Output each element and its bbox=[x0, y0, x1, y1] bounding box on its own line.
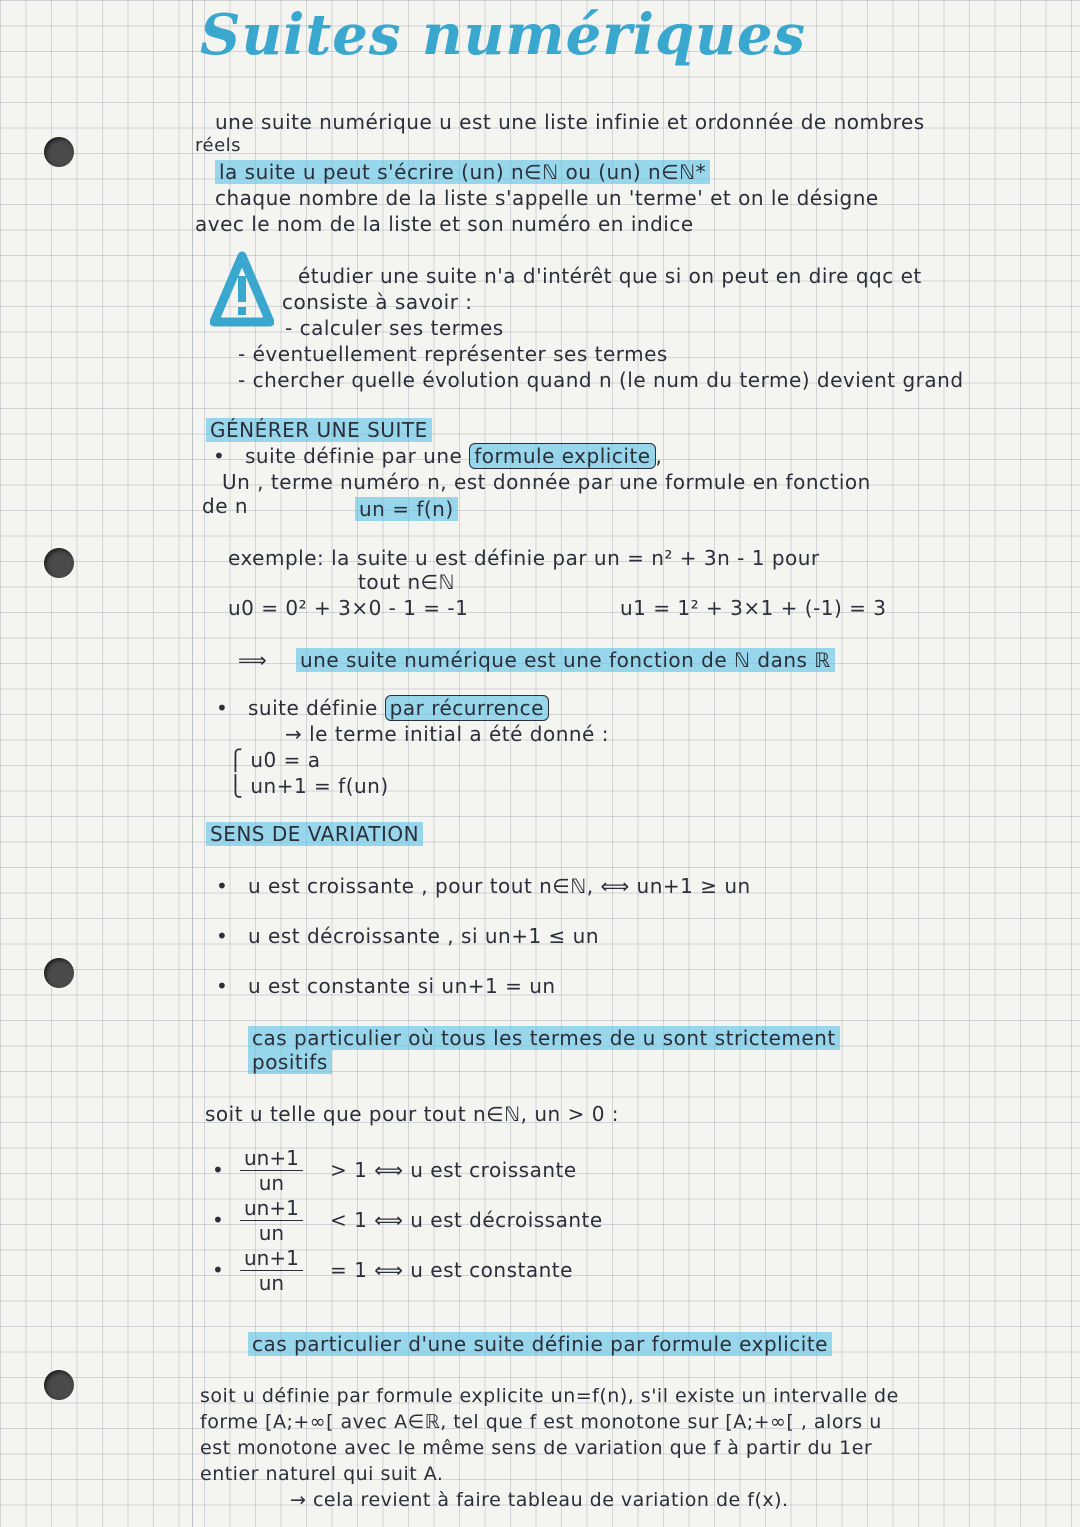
warning-icon bbox=[210, 250, 274, 330]
binder-hole bbox=[44, 137, 74, 167]
intro-line: réels bbox=[195, 135, 242, 156]
intro-line: avec le nom de la liste et son numéro en indice bbox=[195, 212, 694, 236]
bullet-dot: • bbox=[212, 1158, 225, 1182]
explicit-line: Un , terme numéro n, est donnée par une formule en fonction bbox=[222, 470, 871, 494]
special-case-heading: positifs bbox=[248, 1050, 332, 1074]
ratio-rule: < 1 ⟺ u est décroissante bbox=[330, 1208, 603, 1232]
intro-line: une suite numérique u est une liste infinie et ordonnée de nombres bbox=[215, 110, 925, 134]
intro-line: chaque nombre de la liste s'appelle un 'terme' et on le désigne bbox=[215, 186, 879, 210]
variation-croissante: • u est croissante , pour tout n∈ℕ, ⟺ un+1 ≥ un bbox=[248, 874, 751, 898]
binder-hole bbox=[44, 548, 74, 578]
explicit-monotone: → cela revient à faire tableau de variation de f(x). bbox=[290, 1489, 789, 1511]
special-case-heading: cas particulier où tous les termes de u sont strictement bbox=[248, 1026, 840, 1050]
section-heading: GÉNÉRER UNE SUITE bbox=[206, 418, 432, 442]
bullet-dot: • bbox=[212, 1208, 225, 1232]
recurrence-system: ⎩ un+1 = f(un) bbox=[228, 774, 389, 798]
explicit-line: de n bbox=[202, 494, 249, 518]
margin-line bbox=[192, 0, 193, 1527]
explicit-monotone: entier naturel qui suit A. bbox=[200, 1463, 444, 1485]
example-line: exemple: la suite u est définie par un = n² + 3n - 1 pour bbox=[228, 546, 820, 570]
warning-text: étudier une suite n'a d'intérêt que si on peut en dire qqc et bbox=[298, 264, 922, 288]
example-line: tout n∈ℕ bbox=[358, 570, 456, 594]
example-u1: u1 = 1² + 3×1 + (-1) = 3 bbox=[620, 596, 887, 620]
example-u0: u0 = 0² + 3×0 - 1 = -1 bbox=[228, 596, 469, 620]
ratio-rule: > 1 ⟺ u est croissante bbox=[330, 1158, 577, 1182]
ratio-rule: = 1 ⟺ u est constante bbox=[330, 1258, 573, 1282]
bullet-dot: • bbox=[212, 1258, 225, 1282]
explicit-monotone: est monotone avec le même sens de variation que f à partir du 1er bbox=[200, 1437, 873, 1459]
ratio-fraction: $\frac{un+1}{un}$ bbox=[240, 1246, 303, 1295]
bullet-recurrence: • suite définie par récurrence bbox=[248, 696, 549, 720]
key-statement: une suite numérique est une fonction de ℕ dans ℝ bbox=[296, 648, 835, 672]
special-case-heading: cas particulier d'une suite définie par formule explicite bbox=[248, 1332, 832, 1356]
warning-text: - éventuellement représenter ses termes bbox=[238, 342, 668, 366]
warning-text: consiste à savoir : bbox=[282, 290, 473, 314]
section-heading: SENS DE VARIATION bbox=[206, 822, 423, 846]
variation-constante: • u est constante si un+1 = un bbox=[248, 974, 556, 998]
binder-hole bbox=[44, 958, 74, 988]
explicit-formula: un = f(n) bbox=[355, 497, 458, 521]
explicit-monotone: soit u définie par formule explicite un=f(n), s'il existe un intervalle de bbox=[200, 1385, 899, 1407]
intro-line: la suite u peut s'écrire (un) n∈ℕ ou (un) n∈ℕ* bbox=[215, 160, 710, 184]
variation-decroissante: • u est décroissante , si un+1 ≤ un bbox=[248, 924, 599, 948]
recurrence-line: → le terme initial a été donné : bbox=[285, 722, 609, 746]
bullet-explicit: • suite définie par une formule explicite , bbox=[245, 444, 662, 468]
soit-line: soit u telle que pour tout n∈ℕ, un > 0 : bbox=[205, 1102, 620, 1126]
ratio-fraction: $\frac{un+1}{un}$ bbox=[240, 1196, 303, 1245]
arrow-icon: ⟹ bbox=[238, 648, 268, 672]
ratio-fraction: $\frac{un+1}{un}$ bbox=[240, 1146, 303, 1195]
page-title: Suites numériques bbox=[200, 2, 807, 68]
recurrence-system: ⎧ u0 = a bbox=[228, 748, 321, 772]
binder-hole bbox=[44, 1370, 74, 1400]
warning-text: - chercher quelle évolution quand n (le num du terme) devient grand bbox=[238, 368, 964, 392]
warning-text: - calculer ses termes bbox=[285, 316, 504, 340]
explicit-monotone: forme [A;+∞[ avec A∈ℝ, tel que f est monotone sur [A;+∞[ , alors u bbox=[200, 1411, 882, 1433]
